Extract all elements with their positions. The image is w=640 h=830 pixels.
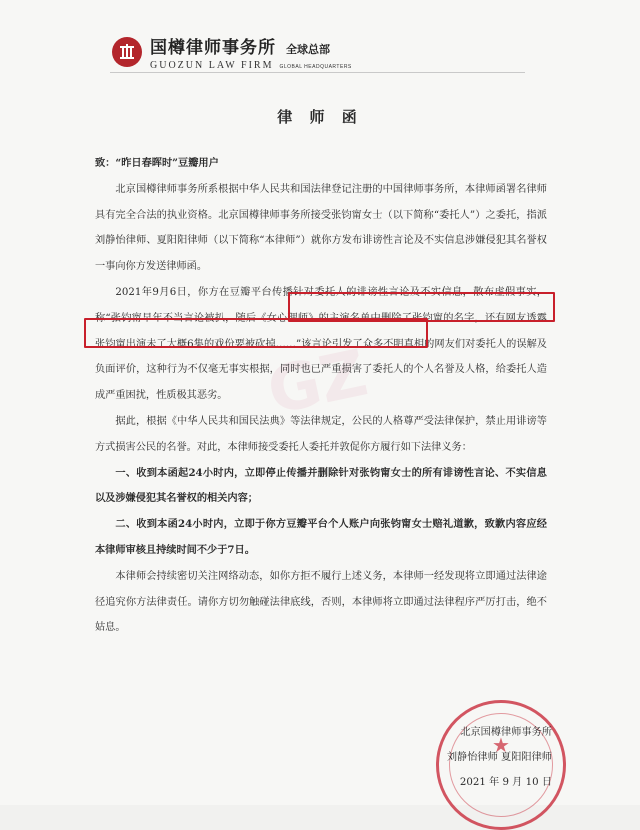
signature-block bbox=[447, 720, 552, 795]
paragraph-legal-basis: 据此，根据《中华人民共和国民法典》等法律规定，公民的人格尊严受法律保护，禁止用诽谤等方式损害公民的名誉。对此，本律师接受委托人委托并敦促你方履行如下法律义务： bbox=[95, 415, 547, 453]
headquarters-cn: 全球总部 bbox=[286, 43, 330, 56]
highlighted-quote: 随后《女心理师》的主演名单中删除了张钧甯的名字，还有网友透露张钧甯出演未了大概6集的戏份要被砍掉……” bbox=[95, 312, 547, 350]
paragraph-intro: 北京国樽律师事务所系根据中华人民共和国法律登记注册的中国律师事务所，本律师函署名律师具有完全合法的执业资格。北京国樽律师事务所接受张钧甯女士（以下简称“委托人”）之委托，指派刘静怡律师、夏阳阳律师（以下简称“本律师”）就你方发布诽谤性言论及不实信息涉嫌侵犯其名誉权一事向你方发送律师函。 bbox=[95, 183, 547, 273]
document-title: 律 师 函 bbox=[277, 108, 363, 126]
header-divider bbox=[110, 72, 525, 73]
letter-body bbox=[95, 151, 547, 641]
headquarters-en: GLOBAL HEADQUARTERS bbox=[279, 64, 352, 70]
gavel-seal-icon bbox=[112, 37, 142, 67]
letterhead bbox=[112, 33, 352, 71]
signature-date: 2021 年 9 月 10 日 bbox=[459, 777, 552, 788]
obligation-1: 一、收到本函起24小时内，立即停止传播并删除针对张钧甯女士的所有诽谤性言论、不实信息以及涉嫌侵犯其名誉权的相关内容； bbox=[95, 466, 547, 505]
addressee: 致：“昨日春晖时”豆瓣用户 bbox=[95, 157, 219, 169]
firm-name-cn: 国樽律师事务所 bbox=[150, 38, 276, 58]
signature-firm: 北京国樽律师事务所 bbox=[460, 727, 552, 738]
highlight-box-bottom bbox=[84, 318, 428, 348]
facts-after: 该言论引发了众多不明真相的网友们对委托人的误解及负面评价，这种行为不仅毫无事实根据，同时也已严重损害了委托人的个人名誉及人格，给委托人造成严重困扰，性质极其恶劣。 bbox=[95, 338, 547, 402]
firm-name-en: GUOZUN LAW FIRM bbox=[150, 60, 274, 71]
facts-before: 2021年9月6日，你方在豆瓣平台传播针对委托人的诽谤性言论及不实信息，散布虚假事实，称“张钧甯早年不当言论被扒， bbox=[95, 286, 547, 324]
watermark-logo: GZ bbox=[261, 336, 374, 430]
signature-lawyers: 刘静怡律师 夏阳阳律师 bbox=[446, 752, 552, 763]
paragraph-warning: 本律师会持续密切关注网络动态，如你方拒不履行上述义务，本律师一经发现将立即通过法律途径追究你方法律责任。请你方切勿触碰法律底线，否则，本律师将立即通过法律程序严厉打击，绝不姑息。 bbox=[95, 570, 547, 634]
red-seal-stamp-icon: ★ bbox=[436, 700, 566, 830]
obligation-2: 二、收到本函24小时内，立即于你方豆瓣平台个人账户向张钧甯女士赔礼道歉，致歉内容应经本律师审核且持续时间不少于7日。 bbox=[95, 518, 547, 556]
